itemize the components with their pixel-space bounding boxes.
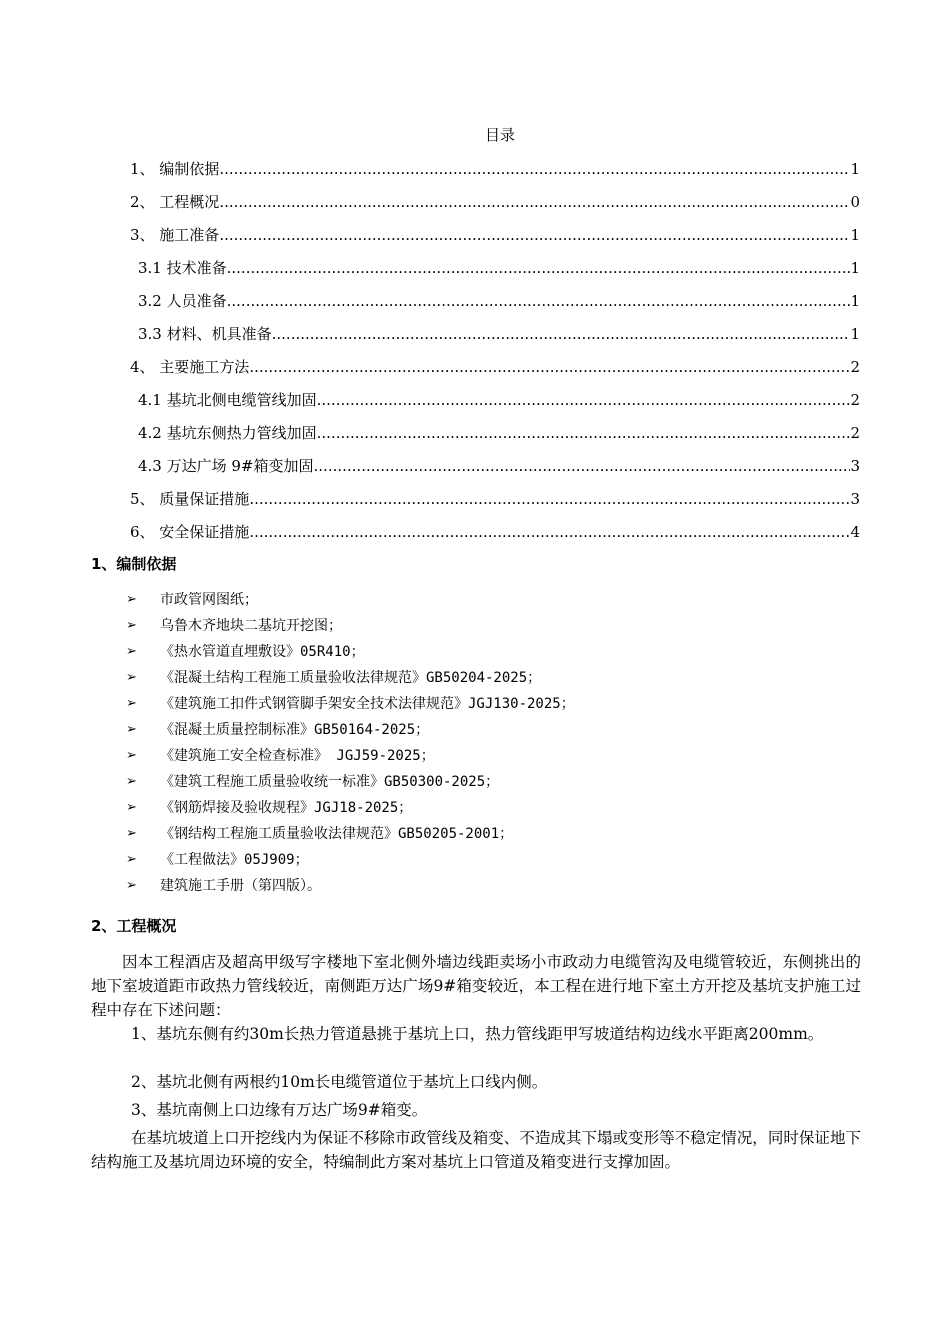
toc-leader-dots: [272, 325, 851, 343]
paragraph: 3、基坑南侧上口边缘有万达广场9#箱变。: [131, 1101, 428, 1119]
list-item-text: 《建筑施工扣件式钢管脚手架安全技术法律规范》JGJ130-2025；: [160, 696, 575, 712]
toc-item[interactable]: [130, 521, 860, 541]
toc-item-label: 4、 主要施工方法: [130, 358, 250, 376]
toc-leader-dots: [314, 457, 851, 475]
paragraph: 因本工程酒店及超高甲级写字楼地下室北侧外墙边线距卖场小市政动力电缆管沟及电缆管较近，东侧挑出的地下室坡道距市政热力管线较近，南侧距万达广场9#箱变较近，本工程在进行地下室土方开挖及基坑支护施工过程中存在下述问题：: [91, 953, 861, 1019]
toc-item-label: 4.1 基坑北侧电缆管线加固: [138, 391, 317, 409]
toc-item-page: 0: [850, 193, 860, 211]
section-heading-basis: 1、编制依据: [91, 555, 177, 573]
list-item-text: 建筑施工手册（第四版）。: [160, 878, 321, 894]
arrow-bullet-icon: ➢: [126, 695, 137, 711]
toc-item-page: 1: [850, 259, 860, 277]
section-heading-overview: 2、工程概况: [91, 917, 177, 935]
toc-item-page: 2: [850, 358, 860, 376]
list-item-text: 《钢结构工程施工质量验收法律规范》GB50205-2001；: [160, 826, 514, 842]
toc-leader-dots: [249, 358, 850, 376]
list-item: [126, 615, 342, 635]
list-item: [126, 589, 258, 609]
toc-item[interactable]: [130, 356, 860, 376]
toc-item-label: 1、 编制依据: [130, 160, 220, 178]
paragraph: 在基坑坡道上口开挖线内为保证不移除市政管线及箱变、不造成其下塌或变形等不稳定情况，同时保证地下结构施工及基坑周边环境的安全，特编制此方案对基坑上口管道及箱变进行支撑加固。: [91, 1129, 861, 1171]
arrow-bullet-icon: ➢: [126, 617, 137, 633]
list-item: [126, 797, 412, 817]
toc-leader-dots: [219, 193, 850, 211]
list-item-text: 《混凝土质量控制标准》GB50164-2025；: [160, 722, 430, 738]
toc-item-label: 6、 安全保证措施: [130, 523, 250, 541]
toc-item[interactable]: [138, 455, 860, 475]
toc-leader-dots: [227, 259, 851, 277]
toc-item-label: 3.2 人员准备: [138, 292, 227, 310]
toc-item-page: 1: [850, 160, 860, 178]
toc-item[interactable]: [138, 389, 860, 409]
arrow-bullet-icon: ➢: [126, 643, 137, 659]
toc-item-label: 5、 质量保证措施: [130, 490, 250, 508]
list-item: [126, 823, 513, 843]
list-item-text: 《热水管道直埋敷设》05R410；: [160, 644, 365, 660]
toc-leader-dots: [249, 523, 850, 541]
toc-item[interactable]: [130, 158, 860, 178]
toc-item[interactable]: [130, 191, 860, 211]
toc-leader-dots: [317, 391, 851, 409]
list-item: [126, 875, 321, 895]
toc-item-label: 4.3 万达广场 9#箱变加固: [138, 457, 314, 475]
toc-item-page: 1: [850, 226, 860, 244]
toc-item[interactable]: [138, 257, 860, 277]
toc-item-label: 4.2 基坑东侧热力管线加固: [138, 424, 317, 442]
toc-item-label: 3.1 技术准备: [138, 259, 227, 277]
toc-item-label: 3.3 材料、机具准备: [138, 325, 272, 343]
toc-leader-dots: [227, 292, 851, 310]
list-item: [126, 667, 541, 687]
toc-item[interactable]: [130, 224, 860, 244]
toc-item[interactable]: [138, 290, 860, 310]
arrow-bullet-icon: ➢: [126, 799, 137, 815]
list-item-text: 《钢筋焊接及验收规程》JGJ18-2025；: [160, 800, 413, 816]
paragraph: 1、基坑东侧有约30m长热力管道悬挑于基坑上口，热力管线距甲写坡道结构边线水平距离200mm。: [131, 1025, 824, 1043]
list-item-text: 《混凝土结构工程施工质量验收法律规范》GB50204-2025；: [160, 670, 542, 686]
list-item-text: 乌鲁木齐地块二基坑开挖图；: [160, 618, 342, 634]
arrow-bullet-icon: ➢: [126, 747, 137, 763]
toc-title: 目录: [484, 126, 515, 144]
toc-leader-dots: [219, 226, 850, 244]
list-item-text: 《建筑工程施工质量验收统一标准》GB50300-2025；: [160, 774, 500, 790]
toc-item-page: 3: [850, 457, 860, 475]
list-item: [126, 641, 365, 661]
list-item-text: 《工程做法》05J909；: [160, 852, 309, 868]
arrow-bullet-icon: ➢: [126, 825, 137, 841]
toc-leader-dots: [317, 424, 851, 442]
toc-item[interactable]: [138, 422, 860, 442]
arrow-bullet-icon: ➢: [126, 851, 137, 867]
list-item-text: 市政管网图纸；: [160, 592, 258, 608]
toc-item-label: 3、 施工准备: [130, 226, 220, 244]
paragraph: 2、基坑北侧有两根约10m长电缆管道位于基坑上口线内侧。: [131, 1073, 548, 1091]
list-item: [126, 693, 575, 713]
toc-item-page: 2: [850, 424, 860, 442]
arrow-bullet-icon: ➢: [126, 591, 137, 607]
toc-item[interactable]: [130, 488, 860, 508]
toc-leader-dots: [219, 160, 850, 178]
arrow-bullet-icon: ➢: [126, 877, 137, 893]
toc-item-label: 2、 工程概况: [130, 193, 220, 211]
toc-item-page: 4: [850, 523, 860, 541]
list-item: [126, 719, 429, 739]
arrow-bullet-icon: ➢: [126, 773, 137, 789]
list-item: [126, 771, 499, 791]
arrow-bullet-icon: ➢: [126, 669, 137, 685]
toc-item-page: 1: [850, 325, 860, 343]
toc-item[interactable]: [138, 323, 860, 343]
toc-item-page: 2: [850, 391, 860, 409]
toc-leader-dots: [249, 490, 850, 508]
list-item: [126, 745, 435, 765]
list-item: [126, 849, 309, 869]
toc-item-page: 1: [850, 292, 860, 310]
arrow-bullet-icon: ➢: [126, 721, 137, 737]
list-item-text: 《建筑施工安全检查标准》 JGJ59-2025；: [160, 748, 435, 764]
toc-item-page: 3: [850, 490, 860, 508]
